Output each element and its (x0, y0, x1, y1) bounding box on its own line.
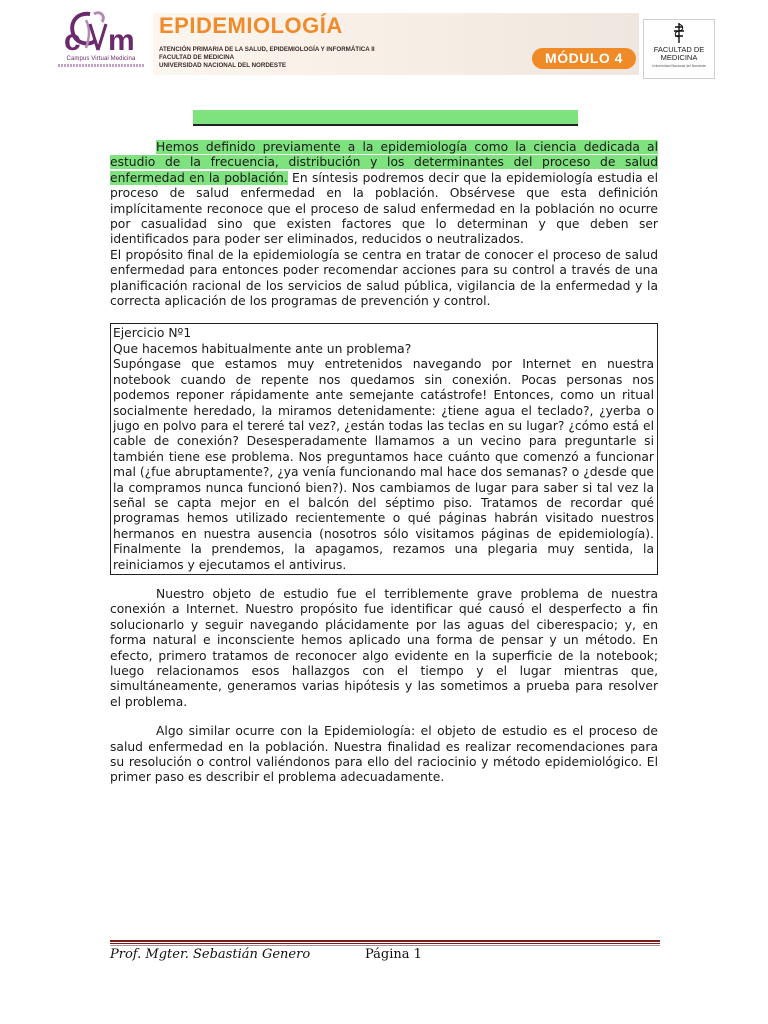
facultad-emblem-icon (670, 22, 688, 44)
banner-title: EPIDEMIOLOGÍA (159, 13, 343, 38)
page-header (0, 0, 768, 80)
spacer (110, 710, 658, 724)
object-of-study-paragraph: Nuestro objeto de estudio fue el terriblemente grave problema de nuestra conexión a Internet. Nuestro propósito fue identificar qué causó el desperfecto a fin solucionarlo y seguir navegando plácidamente por las aguas del ciberespacio; y, en forma natural e inconsciente hemos aplicado una forma de pensar y un método. En efecto, primero tratamos de reconocer algo evidente en la superficie de la notebook; luego relacionamos esos hallazgos con el tiempo y el lugar mientras que, simultáneamente, generamos varias hipótesis y las sometimos a prueba para resolver el problema. (110, 586, 658, 709)
exercise-title: Ejercicio Nº1 (113, 326, 192, 341)
epidemiology-similarity-paragraph: Algo similar ocurre con la Epidemiología: el objeto de estudio es el proceso de salud enfermedad en la población. Nuestra finalidad es realizar recomendaciones para su resolución o control valiéndonos para ello del raciocinio y método epidemiológico. El primer paso es describir el problema adecuadamente. (110, 724, 658, 785)
exercise-box (110, 323, 658, 575)
facultad-medicina-logo (643, 19, 715, 79)
exercise-question: Que hacemos habitualmente ante un problema? (113, 341, 412, 356)
svg-text:c: c (64, 24, 81, 54)
purpose-paragraph: El propósito final de la epidemiología se centra en tratar de conocer el proceso de salud enfermedad para entonces poder recomendar acciones para su control a través de una planificación racional de los servicios de salud pública, vigilancia de la enfermedad y la correcta aplicación de los programas de prevención y control. (110, 247, 658, 309)
section-heading-highlight (193, 110, 578, 126)
intro-continuation: En síntesis podremos decir que la epidemiología estudia el proceso de salud enfermedad en la población. Obsérvese que esta definición implícitamente reconoce que el proceso de salud enfermedad en la población no ocurre por casualidad sino que existen factores que lo determinan y que deben ser identificados para poder ser eliminados, reducidos o neutralizados. (110, 170, 658, 247)
footer-rule (110, 945, 660, 946)
footer-rule (110, 940, 660, 942)
spacer (110, 309, 658, 323)
cvm-logo-mark (60, 10, 144, 54)
campus-virtual-medicina-logo (58, 10, 144, 72)
footer-rule (110, 943, 660, 944)
footer-author: Prof. Mgter. Sebastián Genero (110, 947, 311, 962)
exercise-body: Supóngase que estamos muy entretenidos navegando por Internet en nuestra notebook cuando de repente nos quedamos sin conexión. Pocas personas nos podemos reponer rápidamente ante semejante catástrofe! Entonces, como un ritual socialmente heredado, la miramos detenidamente: ¿tiene agua el teclado?, ¿yerba o jugo en polvo para el tereré tal vez?, ¿están todas las teclas en su lugar? ¿cómo está el cable de conexión? Desesperadamente llamamos a un vecino para preguntarle si también tiene ese problema. Nos preguntamos hace cuánto que comenzó a funcionar mal (¿fue abruptamente?, ¿ya venía funcionando mal hace dos semanas? o ¿desde que la compramos nunca funcionó bien?). Nos cambiamos de lugar para saber si tal vez la señal se capta mejor en el balcón del séptimo piso. Tratamos de recordar qué programas hemos utilizado recientemente o qué páginas habrán visitado nuestros hermanos en nuestra ausencia (nosotros sólo visitamos páginas de epidemiología). Finalmente la prendemos, la apagamos, rezamos una plegaria muy sentida, la reiniciamos y ejecutamos el antivirus. (113, 357, 654, 572)
facultad-logo-text: FACULTAD DE MEDICINA (653, 45, 705, 62)
module-badge: MÓDULO 4 (532, 48, 636, 69)
spacer (110, 575, 658, 587)
highlighted-definition: Hemos definido previamente a la epidemiología como la ciencia dedicada al estudio de la frecuencia, distribución y los determinantes del proceso de salud enfermedad en la población. (110, 140, 658, 185)
course-banner (153, 13, 639, 75)
document-body (110, 140, 658, 786)
banner-university-line: UNIVERSIDAD NACIONAL DEL NORDESTE (159, 62, 286, 69)
footer-page-number: Página 1 (365, 947, 422, 962)
intro-paragraph (110, 140, 658, 248)
cvm-caption: Campus Virtual Medicina (66, 56, 136, 62)
svg-text:m: m (108, 24, 135, 54)
banner-subject-line: ATENCIÓN PRIMARIA DE LA SALUD, EPIDEMIOLOGÍA Y INFORMÁTICA II (159, 46, 375, 53)
banner-faculty-line: FACULTAD DE MEDICINA (159, 54, 235, 61)
cvm-caption-decoration (58, 64, 144, 67)
facultad-logo-subtext: Universidad Nacional del Nordeste (652, 64, 706, 68)
